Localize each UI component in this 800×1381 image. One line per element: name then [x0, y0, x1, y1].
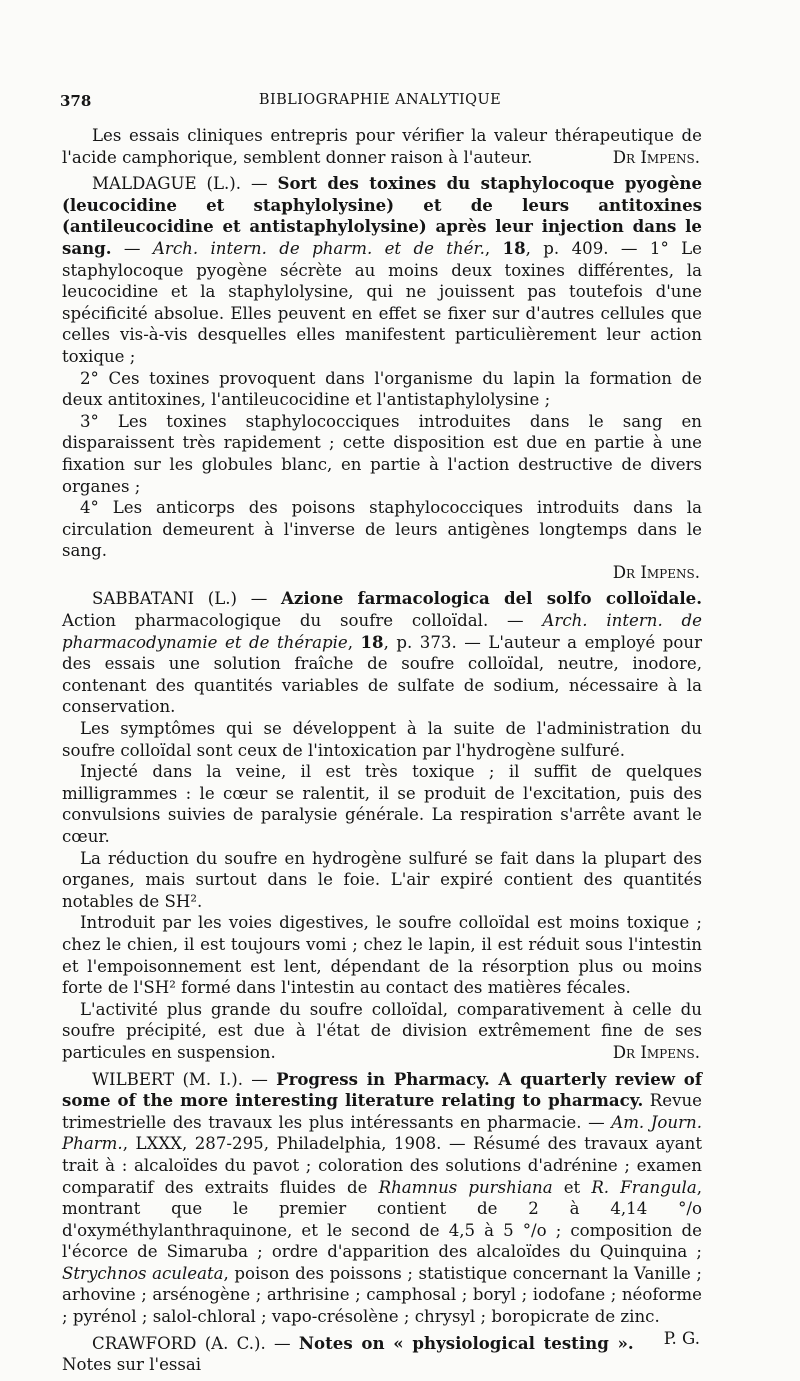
signature: Dr Impens. — [612, 1042, 700, 1062]
entry-paragraph: 4° Les anticorps des poisons staphylococciques introduits dans la circulation demeurent à l'inverse de leurs antigènes longtemps dans le sang. — [62, 498, 702, 561]
entry-paragraph: Injecté dans la veine, il est très toxique ; il suffit de quelques milligrammes : le cœur se ralentit, il se produit de l'excitation, puis des convulsions suivies de paralysie générale. La respiration s'arrête avant le cœur. — [62, 762, 702, 846]
species-name: Strychnos aculeata — [62, 1263, 224, 1283]
entry-journal: Am. Journ. Pharm. — [62, 1112, 702, 1154]
entry-title: Azione farmacologica del solfo colloïdale. — [281, 588, 702, 609]
signature: Dr Impens. — [612, 147, 700, 167]
entry-author: SABBATANI (L.) — — [92, 589, 282, 609]
species-name: R. Frangula — [591, 1177, 697, 1197]
entry-paragraph: L'activité plus grande du soufre colloïdal, comparativement à celle du soufre précipité, est due à l'état de division extrêmement fine de ses particules en suspension. Dr Impens. — [62, 999, 702, 1062]
entry-paragraph: La réduction du soufre en hydrogène sulfuré se fait dans la plupart des organes, mais surtout dans le foie. L'air expiré contient des quantités notables de SH². — [62, 848, 702, 911]
entry-paragraph: 1° Le staphylocoque pyogène sécrète au moins deux toxines différentes, la leucocidine et la staphylolysine, qui ne jouissent pas toutefois d'une spécificité absolue. Elles peuvent en effet se fixer sur d'autres cellules que celles vis-à-vis desquelles elles manifestent particulièrement leur action toxique ; — [62, 238, 702, 366]
running-header — [60, 92, 700, 116]
entry-paragraph: L'auteur a employé pour des essais une solution fraîche de soufre colloïdal, neutre, inodore, contenant des quantités variables de sulfate de sodium, nécessaire à la conservation. — [62, 632, 702, 717]
signature: P. G. — [663, 1328, 700, 1348]
entry-paragraph: 2° Ces toxines provoquent dans l'organisme du lapin la formation de deux antitoxines, l'antileucocidine et l'antistaphylolysine ; — [62, 368, 702, 410]
running-title: BIBLIOGRAPHIE ANALYTIQUE — [258, 92, 502, 108]
entry-author: WILBERT (M. I.). — — [92, 1069, 277, 1089]
entry-volume: 18 — [502, 237, 526, 258]
bibliography-entry: WILBERT (M. I.). — Progress in Pharmacy. A quarterly review of some of the more interesting literature relating to pharmacy. Revue trimestrielle des travaux les plus intéressants en pharmacie. — Am. Journ. Pharm., LXXX, 287-295, Philadelphia, 1908. — Résumé des travaux ayant trait à : alcaloïdes du pavot ; coloration des solutions d'adrénine ; examen comparatif des extraits fluides de Rhamnus purshiana et R. Frangula, montrant que le premier contient de 2 à 4,14 °/o d'oxyméthylanthraquinone, et le second de 4,5 à 5 °/o ; composition de l'écorce de Simaruba ; ordre d'apparition des alcaloïdes du Quinquina ; Strychnos aculeata, poison des poissons ; statistique concernant la Vanille ; arhovine ; arsénogène ; arthrisine ; camphosal ; boryl ; iodofane ; néoforme ; pyrénol ; salol-chloral ; vapo-crésolène ; chrysyl ; boropicrate de zinc. P. G. — [62, 1068, 702, 1348]
entry-paragraph: Les symptômes qui se développent à la suite de l'administration du soufre colloïdal sont ceux de l'intoxication par l'hydrogène sulfuré. — [62, 719, 702, 760]
entry-title: Notes on « physiological testing ». — [298, 1332, 634, 1353]
entry-journal: Arch. intern. de pharm. et de thér. — [152, 238, 485, 258]
entry-author: MALDAGUE (L.). — — [92, 174, 278, 194]
species-name: Rhamnus purshiana — [378, 1177, 553, 1197]
entry-title: Progress in Pharmacy. A quarterly review of some of the more interesting literature relating to pharmacy. — [62, 1068, 702, 1111]
bibliography-entry: MALDAGUE (L.). — Sort des toxines du staphylocoque pyogène (leucocidine et staphylolysine) et de leurs antitoxines (antileucocidine et antistaphylolysine) après leur injection dans le sang. — Arch. intern. de pharm. et de thér., 18, p. 409. — 1° Le staphylocoque pyogène sécrète au moins deux toxines différentes, la leucocidine et la staphylolysine, qui ne jouissent pas toutefois d'une spécificité absolue. Elles peuvent en effet se fixer sur d'autres cellules que celles vis-à-vis desquelles elles manifestent particulièrement leur action toxique ; 2° Ces toxines provoquent dans l'organisme du lapin la formation de deux antitoxines, l'antileucocidine et l'antistaphylolysine ; 3° Les toxines staphylococciques introduites dans le sang en disparaissent très rapidement ; cette disposition est due en partie à une fixation sur les globules blanc, en partie à l'action destructive de divers organes ; 4° Les anticorps des poisons staphylococciques introduits dans la circulation demeurent à l'inverse de leurs antigènes longtemps dans le sang. Dr Impens. — [62, 173, 702, 582]
entry-journal: Arch. intern. de pharmacodynamie et de thérapie — [62, 611, 702, 652]
entry-title: Sort des toxines du staphylocoque pyogène (leucocidine et staphylolysine) et de leurs antitoxines (antileucocidine et antistaphylolysine) après leur injection dans le sang. — [62, 173, 702, 258]
signature: Dr Impens. — [612, 562, 700, 582]
entry-author: CRAWFORD (A. C.). — — [92, 1333, 299, 1353]
entry-paragraph: Introduit par les voies digestives, le soufre colloïdal est moins toxique ; chez le chien, il est toujours vomi ; chez le lapin, il est réduit sous l'intestin et l'empoisonnement est lent, dépendant de la résorption plus ou moins forte de l'SH² formé dans l'intestin au contact des matières fécales. — [62, 913, 702, 998]
entry-volume: 18 — [360, 631, 384, 652]
bibliography-entry: CRAWFORD (A. C.). — Notes on « physiological testing ». Notes sur l'essai — [62, 1332, 634, 1375]
intro-paragraph: Les essais cliniques entrepris pour vérifier la valeur thérapeutique de l'acide camphorique, semblent donner raison à l'auteur. Dr Impens. — [62, 126, 702, 167]
entry-paragraph: 3° Les toxines staphylococciques introduites dans le sang en disparaissent très rapidement ; cette disposition est due en partie à une fixation sur les globules blanc, en partie à l'action destructive de divers organes ; — [62, 411, 702, 496]
text-column — [62, 125, 702, 1376]
bibliography-entry: SABBATANI (L.) — Azione farmacologica del solfo colloïdale. Action pharmacologique du soufre colloïdal. — Arch. intern. de pharmacodynamie et de thérapie, 18, p. 373. — L'auteur a employé pour des essais une solution fraîche de soufre colloïdal, neutre, inodore, contenant des quantités variables de sulfate de sodium, nécessaire à la conservation. Les symptômes qui se développent à la suite de l'administration du soufre colloïdal sont ceux de l'intoxication par l'hydrogène sulfuré. Injecté dans la veine, il est très toxique ; il suffit de quelques milligrammes : le cœur se ralentit, il se produit de l'excitation, puis des convulsions suivies de paralysie générale. La respiration s'arrête avant le cœur. La réduction du soufre en hydrogène sulfuré se fait dans la plupart des organes, mais surtout dans le foie. L'air expiré contient des quantités notables de SH². Introduit par les voies digestives, le soufre colloïdal est moins toxique ; chez le chien, il est toujours vomi ; chez le lapin, il est réduit sous l'intestin et l'empoisonnement est lent, dépendant de la résorption plus ou moins forte de l'SH² formé dans l'intestin au contact des matières fécales. L'activité plus grande du soufre colloïdal, comparativement à celle du soufre précipité, est due à l'état de division extrêmement fine de ses particules en suspension. Dr Impens. — [62, 588, 702, 1062]
page-number: 378 — [60, 92, 92, 110]
